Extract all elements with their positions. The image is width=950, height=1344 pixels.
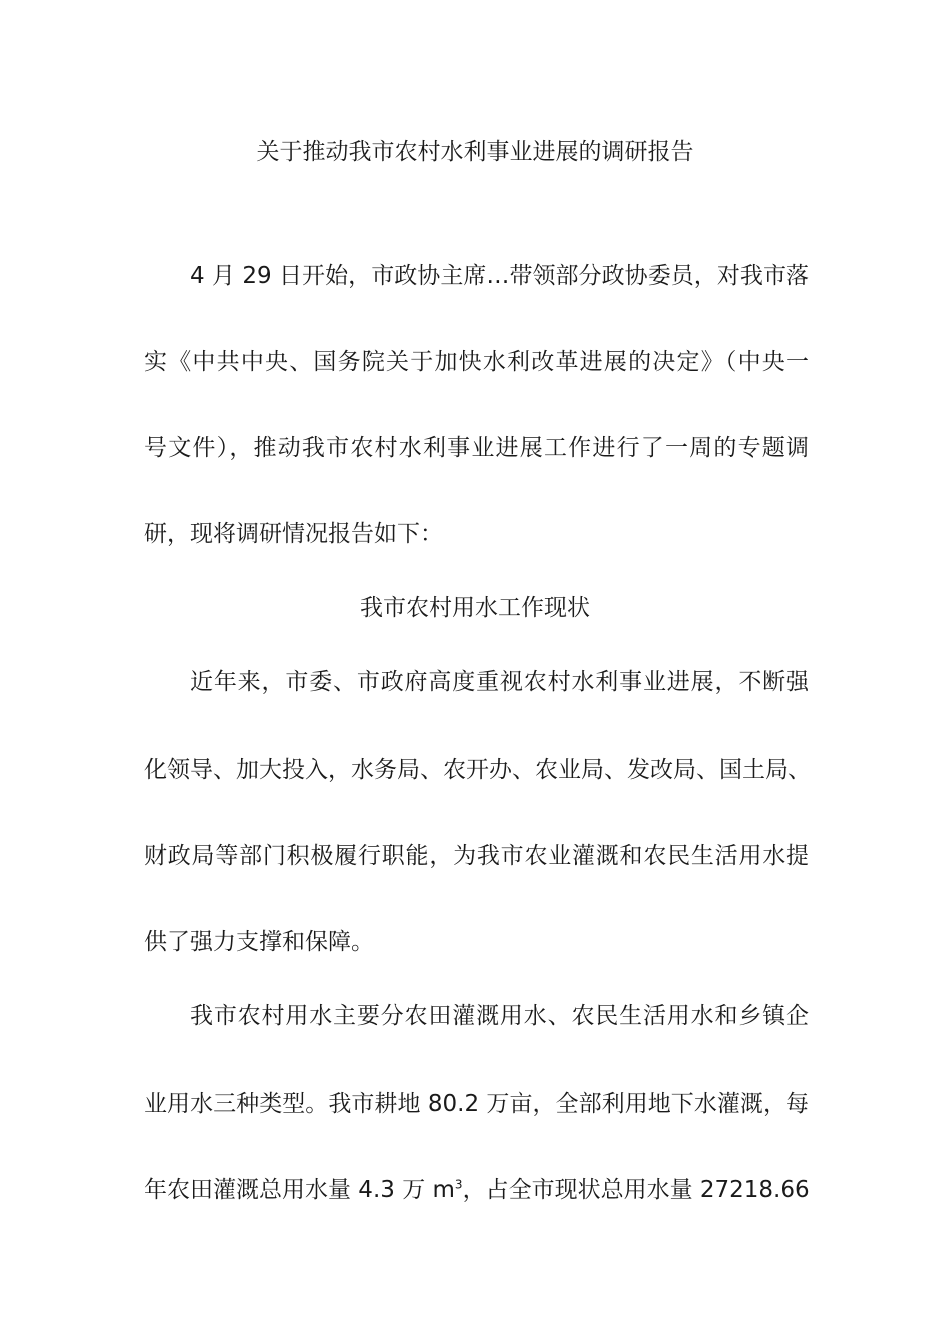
para1-line-2: 化领导、加大投入，水务局、农开办、农业局、发改局、国土局、 — [144, 757, 811, 783]
intro-line-1: 4 月 29 日开始，市政协主席…带领部分政协委员，对我市落 — [190, 263, 809, 289]
section-heading: 我市农村用水工作现状 — [360, 595, 590, 621]
intro-line-2: 实《中共中央、国务院关于加快水利改革进展的决定》（中央一 — [144, 349, 809, 375]
para2-line-3-text-a: 年农田灌溉总用水量 4.3 万 m — [144, 1177, 455, 1203]
para1-line-3: 财政局等部门积极履行职能，为我市农业灌溉和农民生活用水提 — [144, 843, 809, 869]
intro-line-3: 号文件），推动我市农村水利事业进展工作进行了一周的专题调 — [144, 435, 809, 461]
intro-line-4: 研，现将调研情况报告如下： — [144, 521, 443, 547]
document-title: 关于推动我市农村水利事业进展的调研报告 — [256, 139, 694, 165]
para2-line-3 — [144, 1172, 809, 1208]
para2-line-2: 业用水三种类型。我市耕地 80.2 万亩，全部利用地下水灌溉，每 — [144, 1091, 809, 1117]
para1-line-4: 供了强力支撑和保障。 — [144, 929, 374, 955]
para1-line-1: 近年来，市委、市政府高度重视农村水利事业进展，不断强 — [190, 669, 809, 695]
para2-line-3-text-b: ，占全市现状总用水量 27218.66 — [462, 1177, 810, 1203]
cubic-superscript: 3 — [454, 1177, 463, 1192]
para2-line-1: 我市农村用水主要分农田灌溉用水、农民生活用水和乡镇企 — [190, 1003, 809, 1029]
